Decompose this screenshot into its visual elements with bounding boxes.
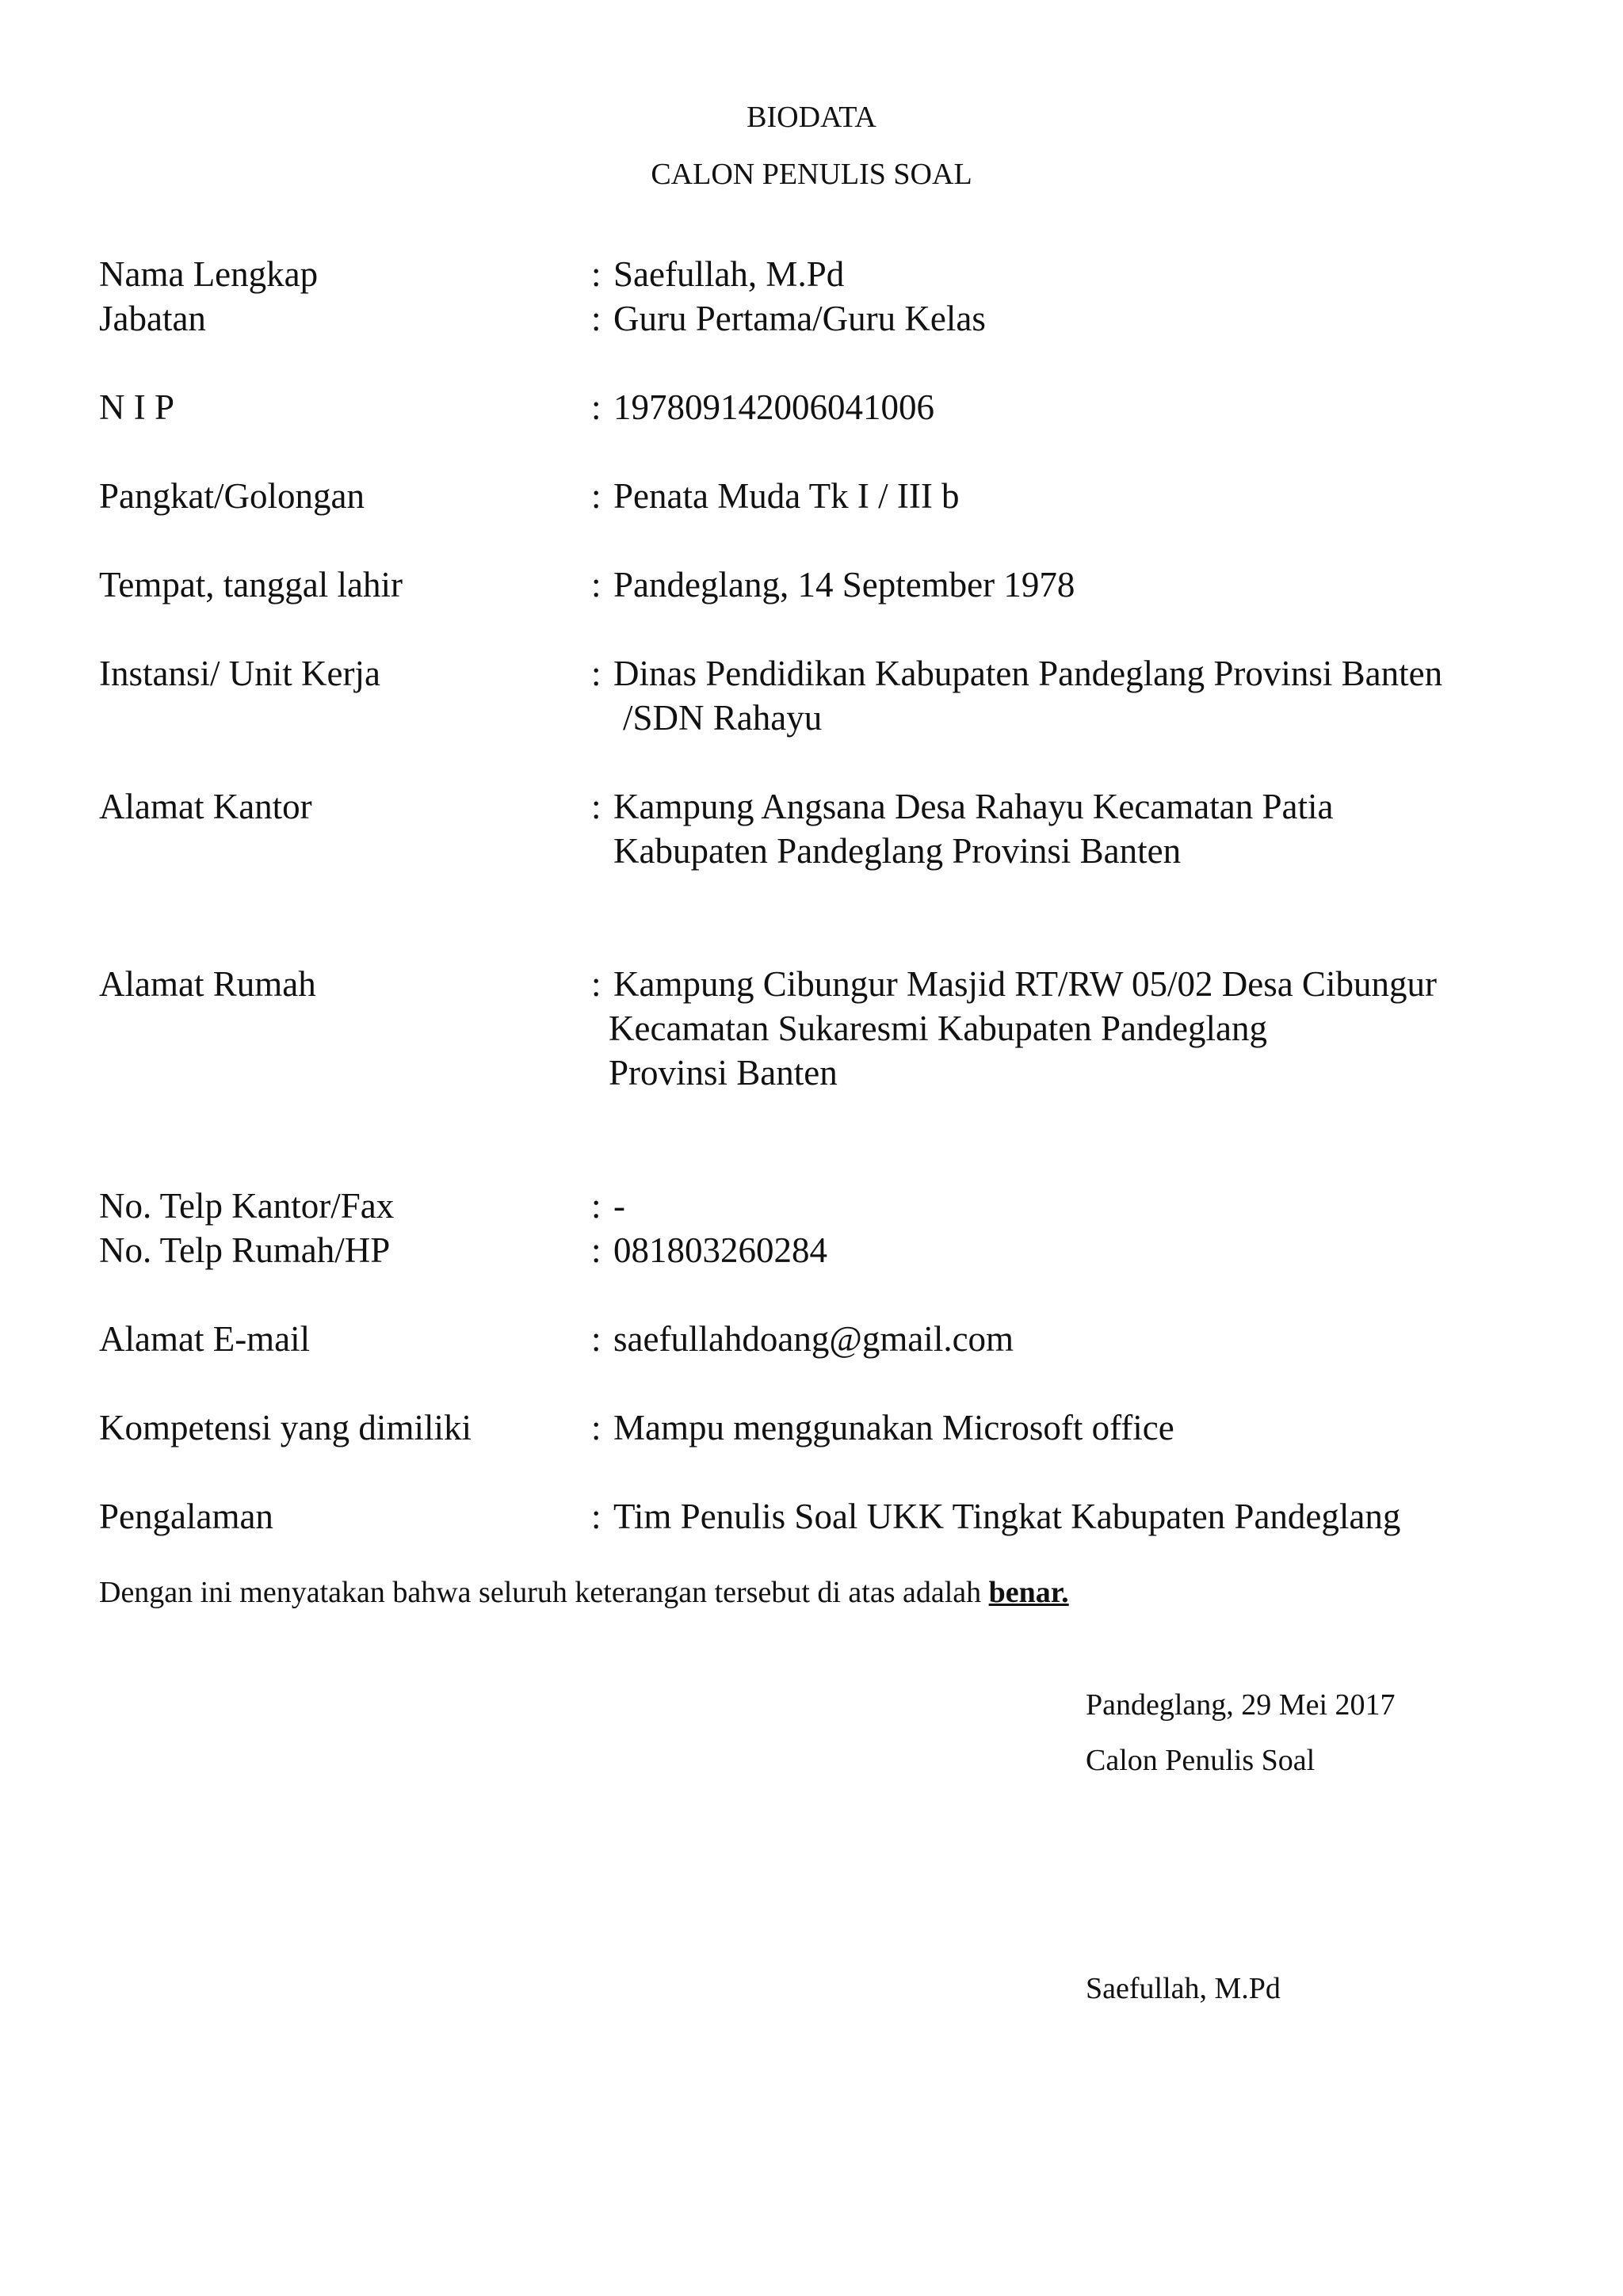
field-value: Penata Muda Tk I / III b xyxy=(613,476,960,516)
field-colon: : xyxy=(591,387,601,427)
field-value: Tim Penulis Soal UKK Tingkat Kabupaten Pandeglang xyxy=(613,1497,1401,1536)
field-label: Instansi/ Unit Kerja xyxy=(99,654,380,693)
field-value: Kampung Cibungur Masjid RT/RW 05/02 Desa Cibungur xyxy=(613,964,1437,1004)
field-label: Nama Lengkap xyxy=(99,254,319,294)
field-value: Dinas Pendidikan Kabupaten Pandeglang Provinsi Banten xyxy=(613,654,1443,693)
field-value: Kabupaten Pandeglang Provinsi Banten xyxy=(613,831,1182,871)
document-title: BIODATA xyxy=(747,101,876,134)
field-value: Provinsi Banten xyxy=(609,1053,838,1093)
field-label: Jabatan xyxy=(99,299,206,338)
field-label: No. Telp Kantor/Fax xyxy=(99,1186,395,1226)
declaration-statement xyxy=(99,1572,1069,1613)
field-value: Saefullah, M.Pd xyxy=(613,254,845,294)
signature-name: Saefullah, M.Pd xyxy=(1086,1972,1281,2005)
field-value: Guru Pertama/Guru Kelas xyxy=(613,299,986,338)
field-colon: : xyxy=(591,299,601,338)
field-label: Pangkat/Golongan xyxy=(99,476,365,516)
field-value: Pandeglang, 14 September 1978 xyxy=(613,565,1075,605)
field-value: Kecamatan Sukaresmi Kabupaten Pandeglang xyxy=(609,1009,1267,1048)
field-value: Kampung Angsana Desa Rahayu Kecamatan Patia xyxy=(613,787,1334,826)
field-label: Alamat Kantor xyxy=(99,787,312,826)
field-colon: : xyxy=(591,1230,601,1270)
field-label: No. Telp Rumah/HP xyxy=(99,1230,391,1270)
field-value: 197809142006041006 xyxy=(613,387,934,427)
field-value: 081803260284 xyxy=(613,1230,827,1270)
field-value: saefullahdoang@gmail.com xyxy=(613,1319,1014,1359)
field-colon: : xyxy=(591,1497,601,1536)
field-colon: : xyxy=(591,654,601,693)
field-colon: : xyxy=(591,1186,601,1226)
field-value: - xyxy=(613,1186,625,1226)
field-colon: : xyxy=(591,1319,601,1359)
signature-role: Calon Penulis Soal xyxy=(1086,1744,1316,1777)
declaration-text: Dengan ini menyatakan bahwa seluruh keterangan tersebut di atas adalah xyxy=(99,1576,989,1609)
field-colon: : xyxy=(591,476,601,516)
field-colon: : xyxy=(591,565,601,605)
field-label: N I P xyxy=(99,387,175,427)
field-label: Alamat E-mail xyxy=(99,1319,311,1359)
field-colon: : xyxy=(591,964,601,1004)
signature-place-date: Pandeglang, 29 Mei 2017 xyxy=(1086,1688,1396,1722)
field-value: /SDN Rahayu xyxy=(623,698,823,738)
field-label: Alamat Rumah xyxy=(99,964,316,1004)
field-colon: : xyxy=(591,787,601,826)
field-label: Kompetensi yang dimiliki xyxy=(99,1408,472,1447)
declaration-emphasis: benar. xyxy=(988,1576,1069,1609)
field-value: Mampu menggunakan Microsoft office xyxy=(613,1408,1174,1447)
field-colon: : xyxy=(591,1408,601,1447)
document-subtitle: CALON PENULIS SOAL xyxy=(651,158,972,191)
field-label: Pengalaman xyxy=(99,1497,273,1536)
field-colon: : xyxy=(591,254,601,294)
field-label: Tempat, tanggal lahir xyxy=(99,565,403,605)
